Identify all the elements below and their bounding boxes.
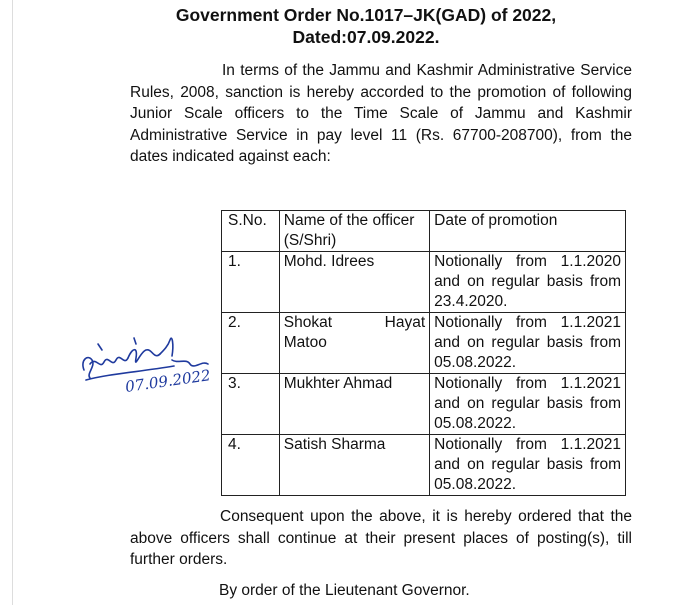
handwritten-signature xyxy=(78,330,218,410)
table-header-row xyxy=(222,211,626,252)
officer-middle-name: Hayat xyxy=(384,314,426,331)
row-officer-name: Mukhter Ahmad xyxy=(279,374,429,435)
page-left-margin xyxy=(0,0,13,605)
header-officer-name: Name of the officer (S/Shri) xyxy=(279,211,429,252)
table-row xyxy=(222,252,626,313)
table-row xyxy=(222,313,626,374)
row-sno: 4. xyxy=(222,435,280,496)
header-sno: S.No. xyxy=(222,211,280,252)
row-officer-name: Mohd. Idrees xyxy=(279,252,429,313)
row-sno: 1. xyxy=(222,252,280,313)
promotion-table xyxy=(221,210,626,496)
row-sno: 3. xyxy=(222,374,280,435)
officer-last-name: Matoo xyxy=(283,334,327,351)
row-officer-name: Satish Sharma xyxy=(279,435,429,496)
table-row xyxy=(222,435,626,496)
header-date-of-promotion: Date of promotion xyxy=(430,211,626,252)
signature-date: 07.09.2022 xyxy=(124,366,212,396)
officer-first-name: Shokat xyxy=(283,314,333,331)
order-number-heading: Government Order No.1017–JK(GAD) of 2022, xyxy=(175,5,557,25)
continuation-paragraph: Consequent upon the above, it is hereby ordered that the above officers shall continue at their present places of posting(s), till further orders. xyxy=(130,508,632,568)
sanction-paragraph: In terms of the Jammu and Kashmir Administrative Service Rules, 2008, sanction is hereby accorded to the promotion of following Junior Scale officers to the Time Scale of Jammu and Kashmir Administrative Service in pay level 11 (Rs. 67700-208700), from the dates indicated against each: xyxy=(130,62,632,165)
row-promotion-date: Notionally from 1.1.2021 and on regular basis from 05.08.2022. xyxy=(430,374,626,435)
order-date-heading: Dated:07.09.2022. xyxy=(292,27,440,47)
row-promotion-date: Notionally from 1.1.2021 and on regular basis from 05.08.2022. xyxy=(430,435,626,496)
row-sno: 2. xyxy=(222,313,280,374)
row-promotion-date: Notionally from 1.1.2020 and on regular basis from 23.4.2020. xyxy=(430,252,626,313)
row-promotion-date: Notionally from 1.1.2021 and on regular basis from 05.08.2022. xyxy=(430,313,626,374)
row-officer-name xyxy=(279,313,429,374)
table-row xyxy=(222,374,626,435)
closing-line: By order of the Lieutenant Governor. xyxy=(219,582,470,599)
